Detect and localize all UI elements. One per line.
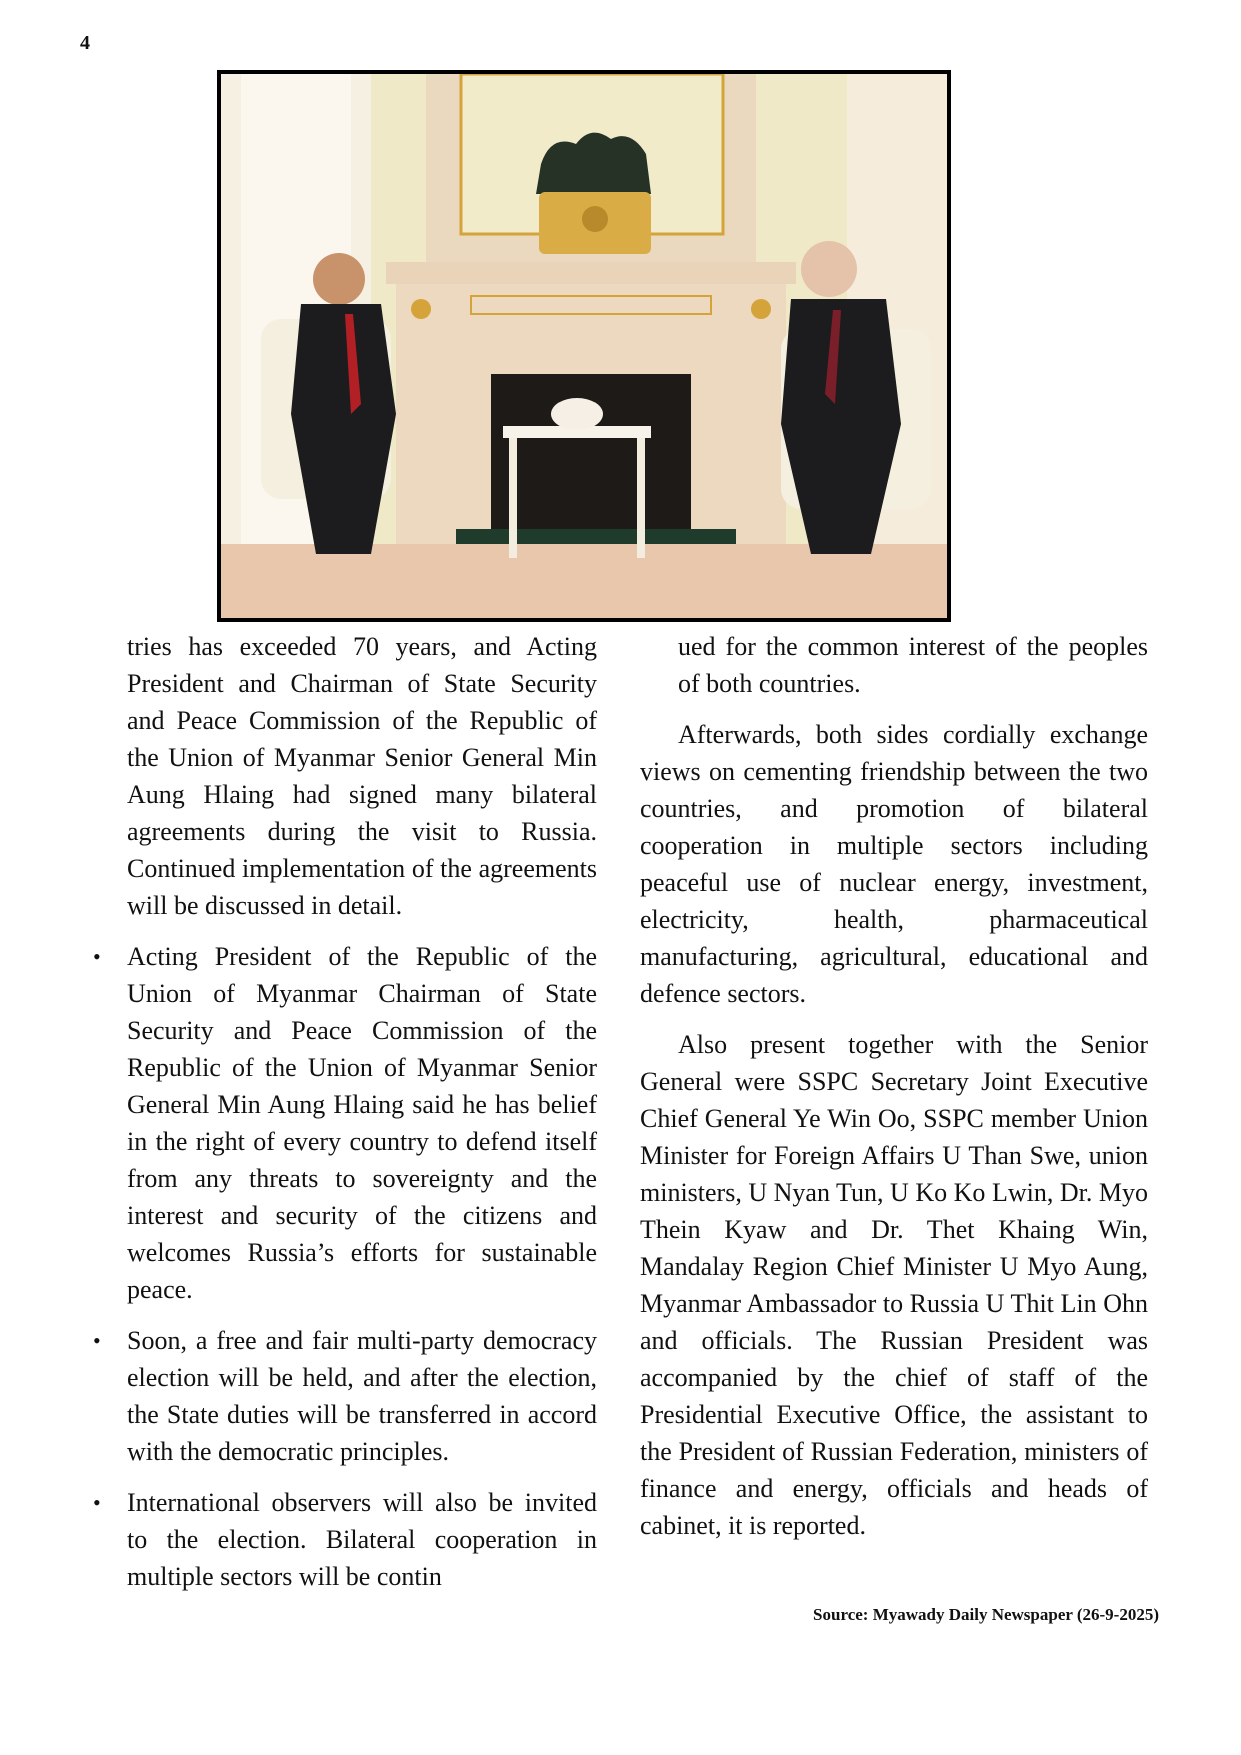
flower-arrangement bbox=[551, 398, 603, 430]
bullet-item bbox=[93, 1322, 597, 1470]
bullet-text: Soon, a free and fair multi-party democracy election will be held, and after the election, the State duties will be transferred in accord with the democratic principles. bbox=[127, 1326, 597, 1466]
bullet-item bbox=[93, 938, 597, 1308]
page-number: 4 bbox=[80, 32, 90, 54]
left-person-head bbox=[313, 253, 365, 305]
table-leg-right bbox=[637, 438, 645, 558]
body-paragraph: Also present together with the Senior General were SSPC Secretary Joint Executive Chief General Ye Win Oo, SSPC member Union Minister for Foreign Affairs U Than Swe, union ministers, U Nyan Tun, U Ko Ko Lwin, Dr. Myo Thein Kyaw and Dr. Thet Khaing Win, Mandalay Region Chief Minister U Myo Aung, Myanmar Ambassador to Russia U Thit Lin Ohn and officials. The Russian President was accompanied by the chief of staff of the Presidential Executive Office, the assistant to the President of Russian Federation, ministers of finance and energy, officials and heads of cabinet, it is reported. bbox=[640, 1030, 1148, 1540]
bullet-item bbox=[93, 1484, 597, 1595]
mantel-shelf bbox=[386, 262, 796, 284]
left-continuation-paragraph: tries has exceeded 70 years, and Acting President and Chairman of State Security and Peace Commission of the Republic of the Union of Myanmar Senior General Min Aung Hlaing had signed many bilateral agreements during the visit to Russia. Continued implementation of the agreements will be discussed in detail. bbox=[127, 632, 597, 920]
bullet-list bbox=[93, 938, 597, 1595]
bullet-icon: • bbox=[93, 1490, 101, 1515]
left-text-column bbox=[93, 628, 597, 1609]
carpet bbox=[221, 544, 947, 618]
body-paragraph: Afterwards, both sides cordially exchange views on cementing friendship between the two countries, and promotion of bilateral cooperation in multiple sectors including peaceful use of nuclear energy, investment, electricity, health, pharmaceutical manufacturing, agricultural, educational and defence sectors. bbox=[640, 720, 1148, 1008]
bullet-text: Acting President of the Republic of the Union of Myanmar Chairman of State Security and Peace Commission of the Republic of the Union of Myanmar Senior General Min Aung Hlaing said he has belief in the right of every country to defend itself from any threats to sovereignty and the interest and security of the citizens and welcomes Russia’s efforts for sustainable peace. bbox=[127, 942, 597, 1304]
gold-rosette-left bbox=[411, 299, 431, 319]
clock-face bbox=[582, 206, 608, 232]
bullet-icon: • bbox=[93, 1328, 101, 1353]
article-photo bbox=[217, 70, 951, 622]
fireplace-opening bbox=[491, 374, 691, 534]
gold-rosette-right bbox=[751, 299, 771, 319]
bullet-text: International observers will also be invited to the election. Bilateral cooperation in multiple sectors will be contin bbox=[127, 1488, 597, 1591]
meeting-photo-illustration bbox=[221, 74, 947, 618]
table-leg-left bbox=[509, 438, 517, 558]
source-citation: Source: Myawady Daily Newspaper (26-9-2025) bbox=[813, 1605, 1159, 1624]
right-continuation-paragraph: ued for the common interest of the peoples of both countries. bbox=[678, 632, 1148, 698]
bullet-icon: • bbox=[93, 944, 101, 969]
right-person-head bbox=[801, 241, 857, 297]
right-text-column bbox=[640, 628, 1148, 1558]
